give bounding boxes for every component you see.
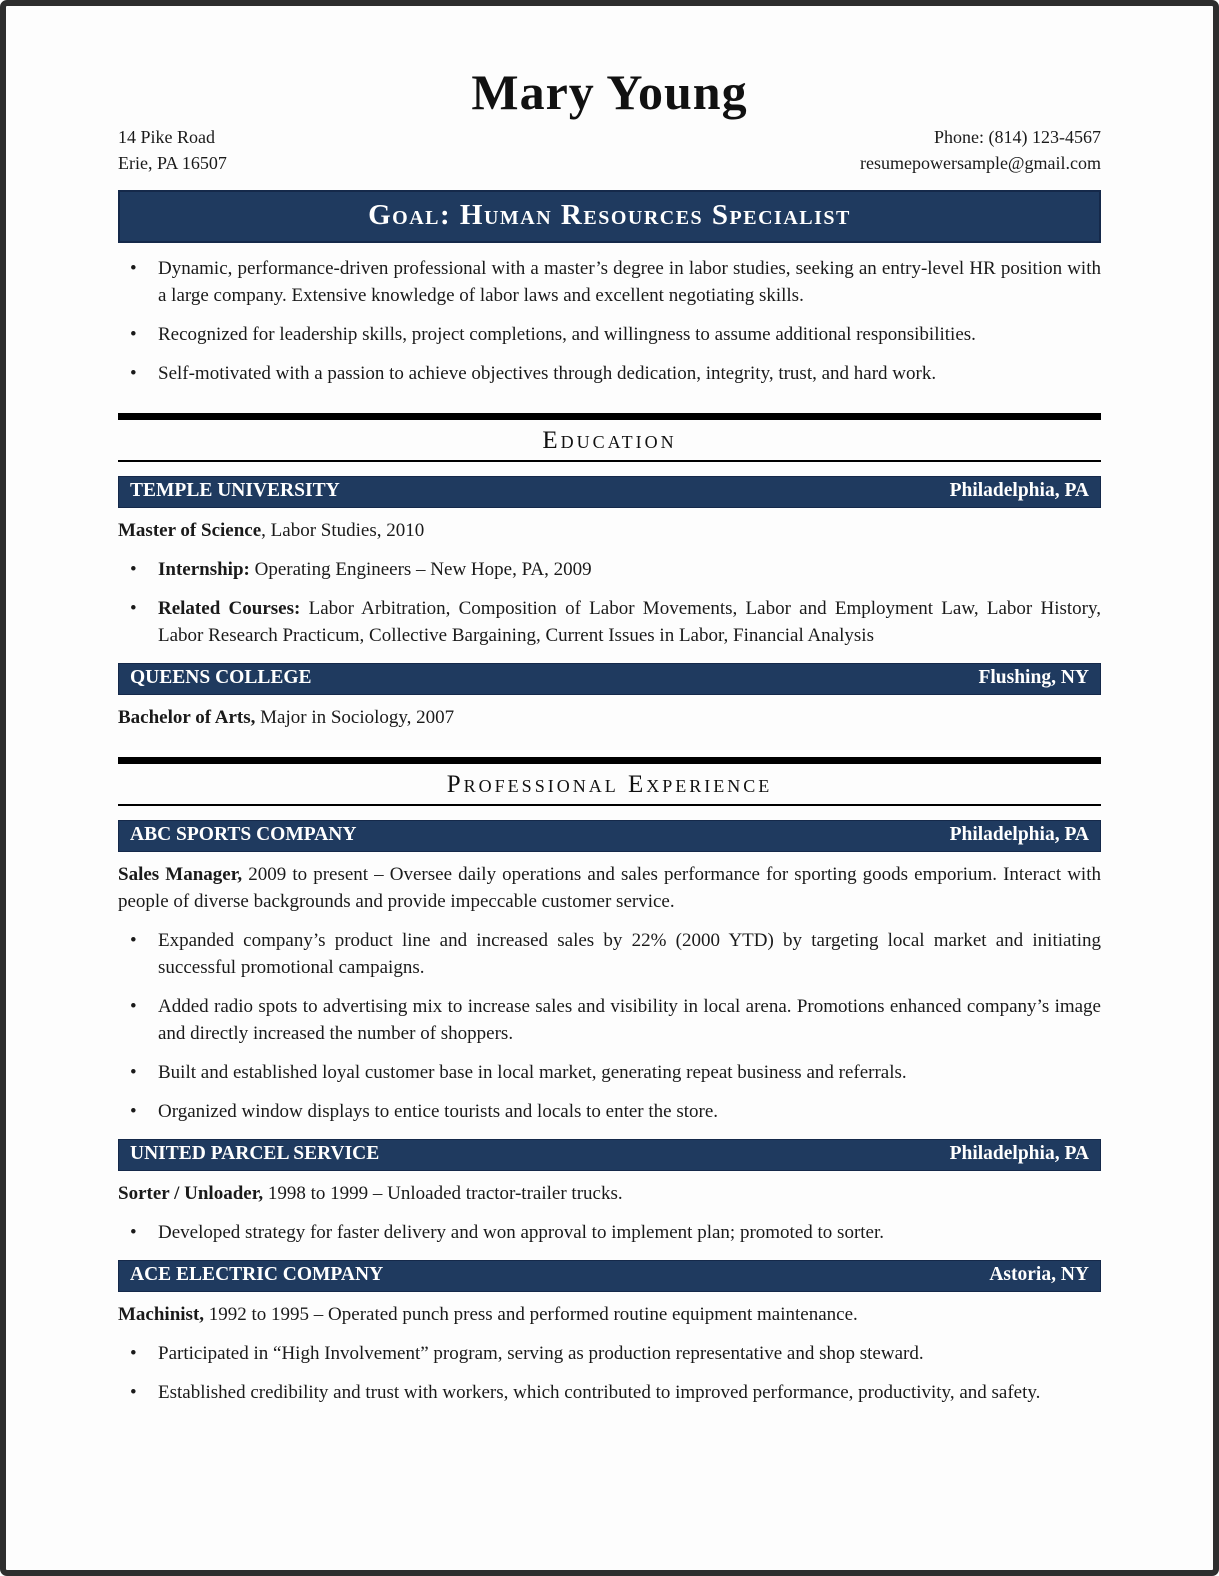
school-location: Flushing, NY — [978, 667, 1089, 688]
job-bullet: • Built and established loyal customer base in local market, generating repeat business and referrals. — [118, 1059, 1101, 1086]
job-bullet: • Added radio spots to advertising mix to increase sales and visibility in local arena. Promotions enhanced company’s image and directly increased the number of shoppers. — [118, 993, 1101, 1047]
job-bullet-list — [118, 1340, 1101, 1406]
job-summary: 2009 to present – Oversee daily operations and sales performance for sporting goods emporium. Interact with people of diverse backgrounds and provide impeccable customer service. — [118, 864, 1101, 912]
bullet-text: Labor Arbitration, Composition of Labor Movements, Labor and Employment Law, Labor History, Labor Research Practicum, Collective Bargaining, Current Issues in Labor, Financial Analysis — [158, 598, 1101, 646]
school-bullet — [118, 556, 1101, 583]
job-bullet: • Expanded company’s product line and increased sales by 22% (2000 YTD) by targeting local market and initiating successful promotional campaigns. — [118, 927, 1101, 981]
section-bottom-rule — [118, 460, 1101, 462]
school-location: Philadelphia, PA — [949, 480, 1089, 501]
job-title-line — [118, 1301, 1101, 1328]
address-block — [118, 124, 227, 176]
degree-line — [118, 704, 1101, 731]
job-bullet: • Established credibility and trust with workers, which contributed to improved performance, productivity, and safety. — [118, 1379, 1101, 1406]
job-title: Sales Manager, — [118, 864, 243, 885]
school-bar-queens — [118, 663, 1101, 695]
address-line-2: Erie, PA 16507 — [118, 153, 227, 173]
degree-detail: Major in Sociology, 2007 — [255, 707, 455, 728]
section-bottom-rule — [118, 804, 1101, 806]
summary-bullet: • Self-motivated with a passion to achieve objectives through dedication, integrity, trust, and hard work. — [118, 360, 1101, 387]
company-bar-abc-sports — [118, 820, 1101, 852]
summary-bullet: • Recognized for leadership skills, project completions, and willingness to assume additional responsibilities. — [118, 321, 1101, 348]
job-bullet: • Organized window displays to entice tourists and locals to enter the store. — [118, 1098, 1101, 1125]
company-name: UNITED PARCEL SERVICE — [130, 1143, 380, 1164]
job-title: Sorter / Unloader, — [118, 1183, 264, 1204]
section-top-rule — [118, 757, 1101, 764]
degree-title: Bachelor of Arts, — [118, 707, 256, 728]
email-line: resumepowersample@gmail.com — [859, 153, 1101, 173]
job-bullet: • Developed strategy for faster delivery and won approval to implement plan; promoted to sorter. — [118, 1219, 1101, 1246]
company-bar-ups — [118, 1139, 1101, 1171]
job-bullet-list — [118, 1219, 1101, 1246]
degree-line — [118, 517, 1101, 544]
school-name: QUEENS COLLEGE — [130, 667, 312, 688]
school-bullet — [118, 595, 1101, 649]
summary-bullet-list — [118, 255, 1101, 387]
job-title-line — [118, 1180, 1101, 1207]
job-title: Machinist, — [118, 1304, 205, 1325]
job-bullet: • Participated in “High Involvement” program, serving as production representative and shop steward. — [118, 1340, 1101, 1367]
section-education — [118, 413, 1101, 731]
job-title-line — [118, 861, 1101, 915]
school-bullet-list — [118, 556, 1101, 649]
company-bar-ace-electric — [118, 1260, 1101, 1292]
section-heading-education: Education — [542, 427, 677, 454]
summary-bullet: • Dynamic, performance-driven professional with a master’s degree in labor studies, seeking an entry-level HR position with a large company. Extensive knowledge of labor laws and excellent negotiating skills. — [118, 255, 1101, 309]
contact-row — [118, 124, 1101, 176]
contact-block — [860, 124, 1101, 176]
company-location: Philadelphia, PA — [949, 824, 1089, 845]
bullet-text: Operating Engineers – New Hope, PA, 2009 — [249, 559, 592, 580]
job-summary: 1992 to 1995 – Operated punch press and performed routine equipment maintenance. — [204, 1304, 858, 1325]
company-name: ABC SPORTS COMPANY — [130, 824, 357, 845]
section-experience — [118, 757, 1101, 1406]
section-top-rule — [118, 413, 1101, 420]
job-summary: 1998 to 1999 – Unloaded tractor-trailer trucks. — [263, 1183, 623, 1204]
bullet-label: Internship: — [158, 559, 250, 580]
goal-banner: Goal: Human Resources Specialist — [118, 190, 1101, 243]
degree-title: Master of Science — [118, 520, 262, 541]
bullet-label: Related Courses: — [158, 598, 301, 619]
company-location: Astoria, NY — [989, 1264, 1089, 1285]
company-name: ACE ELECTRIC COMPANY — [130, 1264, 384, 1285]
degree-detail: , Labor Studies, 2010 — [261, 520, 425, 541]
school-name: TEMPLE UNIVERSITY — [130, 480, 340, 501]
company-location: Philadelphia, PA — [949, 1143, 1089, 1164]
phone-line: Phone: (814) 123-4567 — [934, 127, 1101, 147]
person-name: Mary Young — [471, 64, 748, 120]
address-line-1: 14 Pike Road — [118, 127, 215, 147]
school-bar-temple — [118, 476, 1101, 508]
job-bullet-list — [118, 927, 1101, 1125]
section-heading-experience: Professional Experience — [446, 771, 773, 798]
